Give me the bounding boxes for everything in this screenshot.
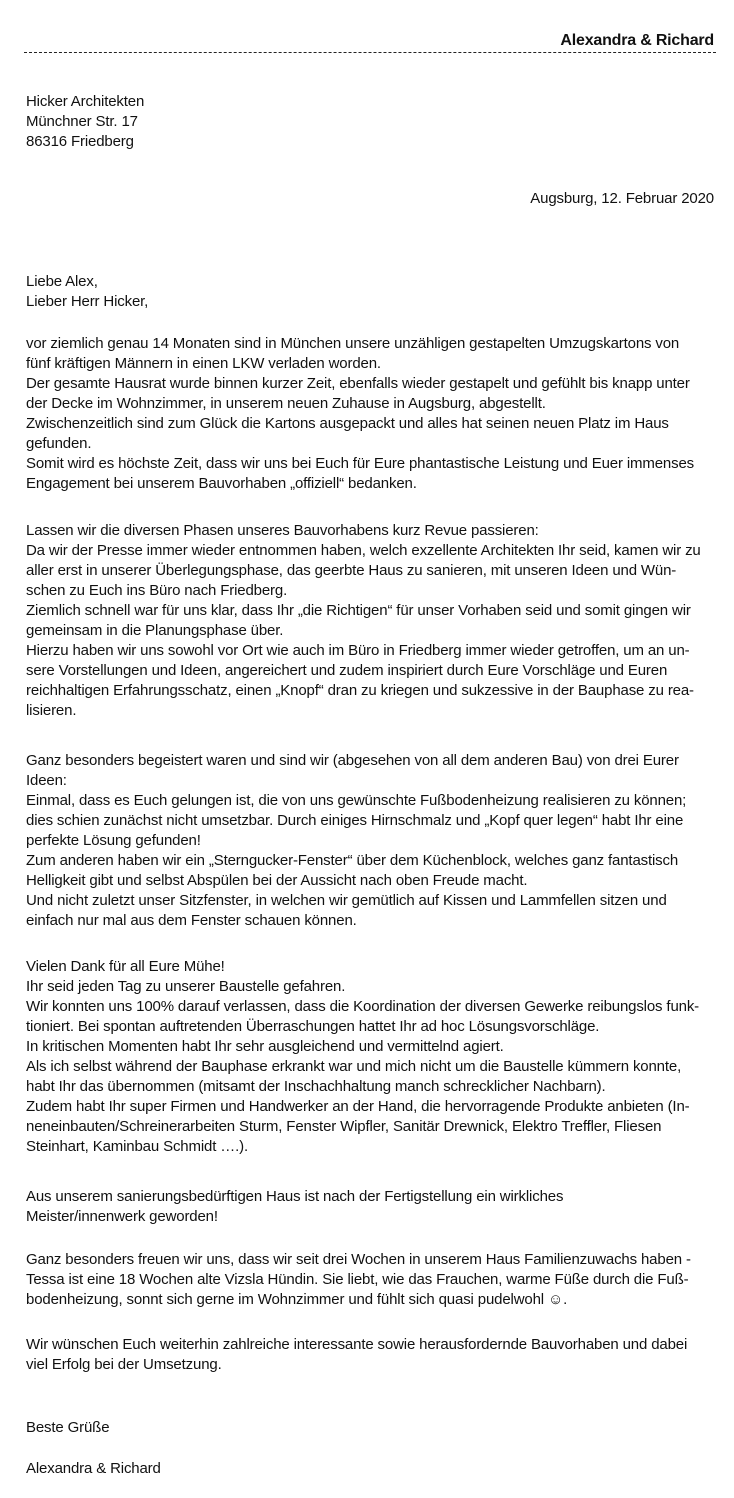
- text-line: fünf kräftigen Männern in einen LKW verladen worden.: [26, 355, 381, 372]
- text-line: reichhaltigen Erfahrungsschatz, einen „Knopf“ dran zu kriegen und sukzessive in der Bauphase zu rea-: [26, 682, 694, 699]
- text-line: Vielen Dank für all Eure Mühe!: [26, 958, 225, 975]
- address-line: 86316 Friedberg: [26, 133, 134, 150]
- text-line: einfach nur mal aus dem Fenster schauen können.: [26, 912, 357, 929]
- letter-date: Augsburg, 12. Februar 2020: [530, 190, 714, 207]
- text-line: Zwischenzeitlich sind zum Glück die Kartons ausgepackt und alles hat seinen neuen Platz im Haus: [26, 415, 669, 432]
- text-line: Einmal, dass es Euch gelungen ist, die von uns gewünschte Fußbodenheizung realisieren zu können;: [26, 792, 687, 809]
- text-line: perfekte Lösung gefunden!: [26, 832, 201, 849]
- text-line: Lassen wir die diversen Phasen unseres Bauvorhabens kurz Revue passieren:: [26, 522, 539, 539]
- text-line: Ihr seid jeden Tag zu unserer Baustelle gefahren.: [26, 978, 346, 995]
- text-line: aller erst in unserer Überlegungsphase, das geerbte Haus zu sanieren, mit unseren Ideen und Wün-: [26, 562, 677, 579]
- paragraph-ideas: [26, 751, 716, 931]
- paragraph-family: [26, 1250, 716, 1310]
- paragraph-thanks: [26, 957, 716, 1157]
- text-line: der Decke im Wohnzimmer, in unserem neuen Zuhause in Augsburg, abgestellt.: [26, 395, 546, 412]
- text-line: neneinbauten/Schreinerarbeiten Sturm, Fenster Wipfler, Sanitär Drewnick, Elektro Treffler, Fliesen: [26, 1118, 662, 1135]
- text-line: gemeinsam in die Planungsphase über.: [26, 622, 284, 639]
- text-line: dies schien zunächst nicht umsetzbar. Durch einiges Hirnschmalz und „Kopf quer legen“ habt Ihr eine: [26, 812, 684, 829]
- text-line: Zudem habt Ihr super Firmen und Handwerker an der Hand, die hervorragende Produkte anbieten (In-: [26, 1098, 690, 1115]
- text-line: Aus unserem sanierungsbedürftigen Haus ist nach der Fertigstellung ein wirkliches: [26, 1188, 564, 1205]
- text-line: Ideen:: [26, 772, 67, 789]
- text-line: Ganz besonders begeistert waren und sind wir (abgesehen von all dem anderen Bau) von drei Eurer: [26, 752, 679, 769]
- closing: [26, 1418, 716, 1438]
- text-line: schen zu Euch ins Büro nach Friedberg.: [26, 582, 288, 599]
- text-line: Als ich selbst während der Bauphase erkrankt war und mich nicht um die Baustelle kümmern konnte,: [26, 1058, 682, 1075]
- text-line: gefunden.: [26, 435, 92, 452]
- signature: [26, 1459, 716, 1479]
- text-line: sere Vorstellungen und Ideen, angereichert und zudem inspiriert durch Eure Vorschläge und Euren: [26, 662, 668, 679]
- text-line: vor ziemlich genau 14 Monaten sind in München unsere unzähligen gestapelten Umzugskartons von: [26, 335, 680, 352]
- text-line: Und nicht zuletzt unser Sitzfenster, in welchen wir gemütlich auf Kissen und Lammfellen sitzen und: [26, 892, 667, 909]
- paragraph-masterwork: [26, 1187, 716, 1227]
- text-line: tioniert. Bei spontan auftretenden Überraschungen hattet Ihr ad hoc Lösungsvorschläge.: [26, 1018, 600, 1035]
- sender-name: Alexandra & Richard: [560, 32, 714, 49]
- salutation-line: Lieber Herr Hicker,: [26, 293, 149, 310]
- text-line: Somit wird es höchste Zeit, dass wir uns bei Euch für Eure phantastische Leistung und Euer immenses: [26, 455, 694, 472]
- text-line: viel Erfolg bei der Umsetzung.: [26, 1356, 222, 1373]
- recipient-address: [26, 92, 716, 152]
- text-line: lisieren.: [26, 702, 77, 719]
- text-line: Tessa ist eine 18 Wochen alte Vizsla Hündin. Sie liebt, wie das Frauchen, warme Füße durch die Fuß-: [26, 1271, 689, 1288]
- text-line: Ziemlich schnell war für uns klar, dass Ihr „die Richtigen“ für unser Vorhaben seid und somit gingen wir: [26, 602, 691, 619]
- text-line: Zum anderen haben wir ein „Sterngucker-Fenster“ über dem Küchenblock, welches ganz fantastisch: [26, 852, 679, 869]
- letter-header: [24, 28, 716, 53]
- address-line: Hicker Architekten: [26, 93, 145, 110]
- text-line: Steinhart, Kaminbau Schmidt ….).: [26, 1138, 248, 1155]
- text-line: Wir konnten uns 100% darauf verlassen, dass die Koordination der diversen Gewerke reibungslos funk-: [26, 998, 700, 1015]
- text-line: Meister/innenwerk geworden!: [26, 1208, 218, 1225]
- text-line: Wir wünschen Euch weiterhin zahlreiche interessante sowie herausfordernde Bauvorhaben und dabei: [26, 1336, 688, 1353]
- paragraph-wishes: [26, 1335, 716, 1375]
- text-line: In kritischen Momenten habt Ihr sehr ausgleichend und vermittelnd agiert.: [26, 1038, 504, 1055]
- salutation-line: Liebe Alex,: [26, 273, 98, 290]
- address-line: Münchner Str. 17: [26, 113, 138, 130]
- text-line: Engagement bei unserem Bauvorhaben „offiziell“ bedanken.: [26, 475, 417, 492]
- closing-line: Beste Grüße: [26, 1419, 110, 1436]
- paragraph-phases: [26, 521, 716, 721]
- salutation: [26, 272, 716, 312]
- text-line: bodenheizung, sonnt sich gerne im Wohnzimmer und fühlt sich quasi pudelwohl ☺.: [26, 1291, 568, 1308]
- text-line: Der gesamte Hausrat wurde binnen kurzer Zeit, ebenfalls wieder gestapelt und gefühlt bis knapp unter: [26, 375, 690, 392]
- text-line: Hierzu haben wir uns sowohl vor Ort wie auch im Büro in Friedberg immer wieder getroffen, um an un-: [26, 642, 690, 659]
- signature-line: Alexandra & Richard: [26, 1460, 161, 1477]
- text-line: habt Ihr das übernommen (mitsamt der Inschachhaltung manch schrecklicher Nachbarn).: [26, 1078, 606, 1095]
- text-line: Ganz besonders freuen wir uns, dass wir seit drei Wochen in unserem Haus Familienzuwachs haben -: [26, 1251, 691, 1268]
- paragraph-move: [26, 334, 716, 494]
- text-line: Da wir der Presse immer wieder entnommen haben, welch exzellente Architekten Ihr seid, kamen wir zu: [26, 542, 701, 559]
- text-line: Helligkeit gibt und selbst Abspülen bei der Aussicht nach oben Freude macht.: [26, 872, 528, 889]
